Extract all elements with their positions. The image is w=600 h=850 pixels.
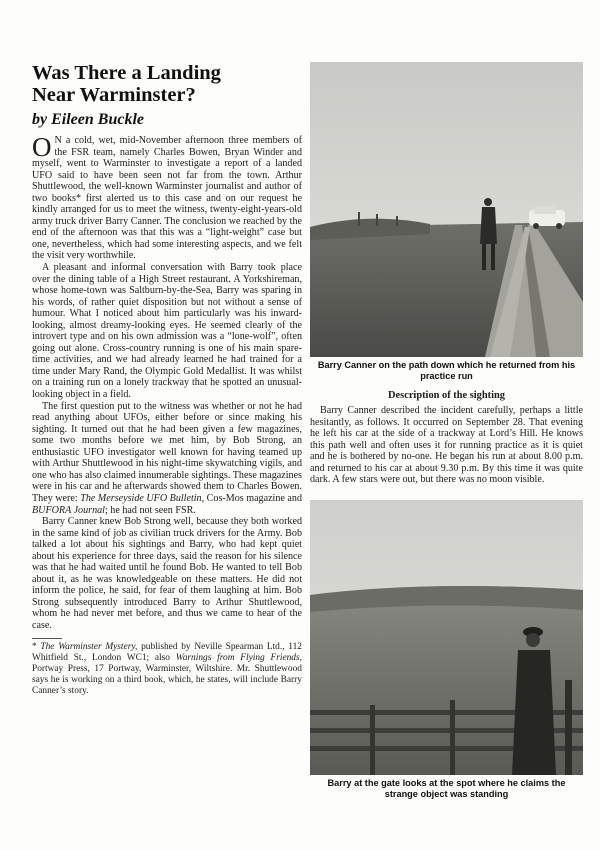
drop-cap: O (32, 132, 52, 162)
sighting-paragraph: Barry Canner described the incident carefully, perhaps a little hesitantly, as follows. It occurred on September 28. That evening he left his car at the side of a trackway at Lord’s Hill. He knows this path well and often uses it for running practice as it is quiet and he is bothered by no-one. He began his run at about 8.00 p.m. and returned to his car at about 9.30 p.m. By this time it was quite dark. A few stars were out, but there was no moon visible. (310, 405, 583, 486)
byline: by Eileen Buckle (32, 111, 144, 128)
right-column (310, 62, 583, 800)
photo-track-caption: Barry Canner on the path down which he returned from his practice run (317, 360, 576, 381)
left-column (32, 62, 302, 697)
footnote-book-2: Warnings from Flying Friends, (175, 652, 302, 663)
paragraph-2: A pleasant and informal conversation with Barry took place over the dining table of a High Street restaurant. A Yorkshireman, whose home-town was Saltburn-by-the-Sea, Barry was sparing in his words, of rather quiet disposition but not without a sense of humour. What I noticed about him particularly was his inward-looking, almost dreamy-looking eyes. He seemed clearly of the introvert type and on his own admission was a “lone-wolf”, often going out alone. Cross-country running is one of his main spare-time activities, and we had already learned he had trained for a time under Mary Rand, the Olympic Gold Medallist. It was whilst on a training run on a lonely trackway that he spotted an unusual-looking object in a field. (32, 262, 302, 401)
paragraph-3-mid: Cos-Mos magazine and (204, 492, 302, 504)
track-photo-image (310, 62, 583, 357)
paragraph-4: Barry Canner knew Bob Strong well, because they both worked in the same kind of job as civilian truck drivers for the Army. Bob talked a lot about his sightings and Barry, who had kept quiet about his experience for three days, said the reason for his silence was that he had waited until he found Bob. He wanted to tell Bob about it, as he was knowledgeable on these matters. He did not inform the police, he said, for fear of them laughing at him. Bob Strong subsequently introduced Barry to Arthur Shuttlewood, whom he had never met before, and thus we came to hear of the case. (32, 516, 302, 631)
magazine-title-1: The Merseyside UFO Bulletin, (80, 492, 205, 504)
article-title (32, 62, 302, 106)
footnote-divider (32, 638, 62, 639)
footnote-book-1: The Warminster Mystery, (40, 641, 138, 652)
footnote-mid: published by Neville Spearman Ltd., 112 Whitfield St., London WC1; also (32, 641, 302, 663)
paragraph-3 (32, 401, 302, 516)
footnote-end: Portway Press, 17 Portway, Warminster, Wiltshire. Mr. Shuttlewood says he is working on a third book, which, he states, will include Barry Canner’s story. (32, 663, 302, 696)
photo-gate (310, 500, 583, 800)
paragraph-1 (32, 132, 302, 262)
footnote-marker: * (32, 641, 41, 652)
title-line-2: Near Warminster? (32, 84, 196, 106)
title-line-1: Was There a Landing (32, 62, 221, 84)
paragraph-1-text: N a cold, wet, mid-November afternoon three members of the FSR team, namely Charles Bowen, Bryan Winder and myself, went to Warminster to investigate a report of a landed UFO said to have been seen not far from the town. Arthur Shuttlewood, the well-known Warminster journalist and author of two books* first alerted us to this case and on our request he kindly arranged for us to meet the witness, twenty-eight-years-old army truck driver Barry Canner. The conclusion we reached by the end of the afternoon was that this was a “light-weight” case but one, nevertheless, which had some interesting aspects, and we felt the visit very worthwhile. (32, 135, 302, 262)
footnote (32, 642, 302, 697)
photo-gate-caption: Barry at the gate looks at the spot where he claims the strange object was standing (327, 777, 566, 799)
paragraph-3-text: The first question put to the witness was whether or not he had read anything about UFOs, either before or since making his sighting. It turned out that he had been given a few magazines, some two months before we met him, by Bob Strong, an enthusiastic UFO investigator well known for having teamed up with Arthur Shuttlewood in his night-time skywatching vigils, and one who has also claimed innumerable sightings. These magazines were in his car and he afterwards showed them to Charles Bowen. They were: (32, 400, 302, 504)
gate-photo-image (310, 500, 583, 775)
paragraph-3-end: ; he had not seen FSR. (104, 504, 196, 516)
photo-track (310, 62, 583, 382)
section-heading: Description of the sighting (388, 390, 505, 401)
magazine-title-2: BUFORA Journal (32, 504, 105, 516)
